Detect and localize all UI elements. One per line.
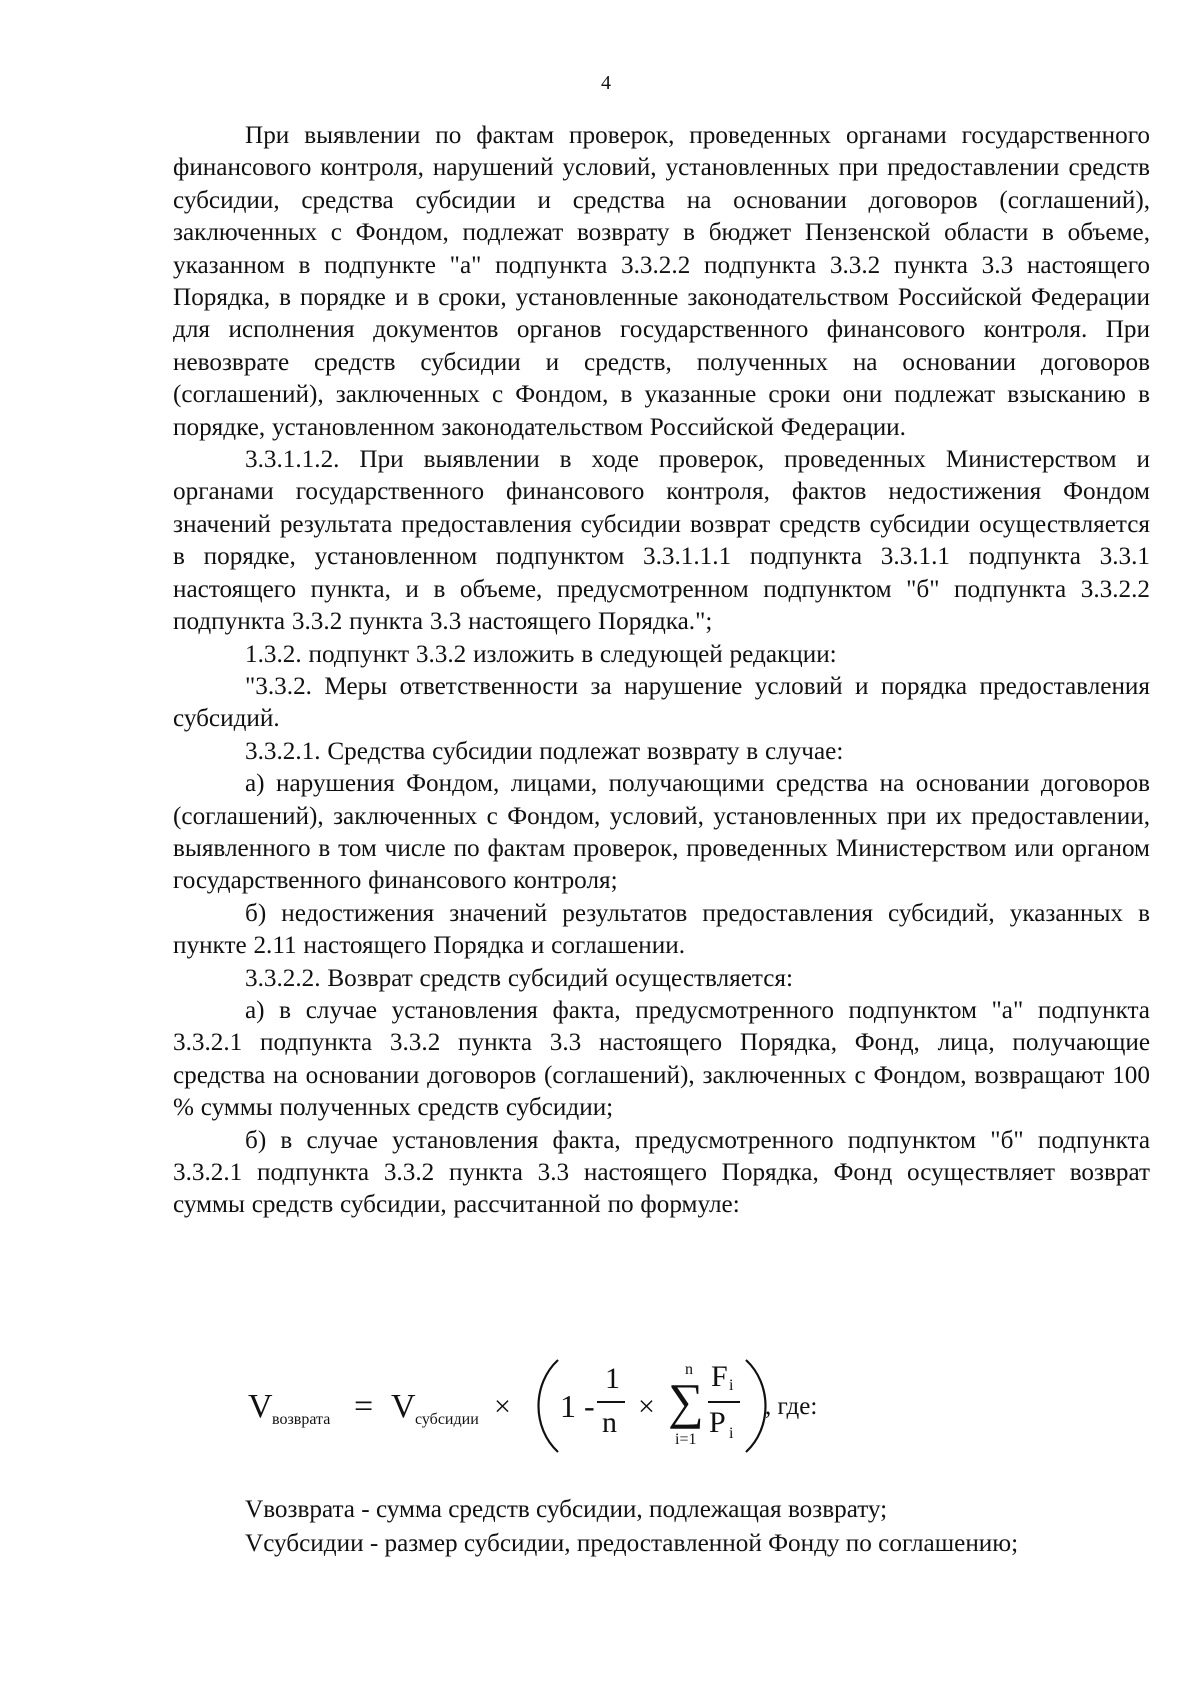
paragraph-2: 3.3.1.1.2. При выявлении в ходе проверок, проведенных Министерством и органами государственного финансового контроля, фактов недостижения Фондом значений результата предоставления субсидии возврат средств субсидии осуществляется в порядке, установленном подпунктом 3.3.1.1.1 подпункта 3.3.1.1 подпункта 3.3.1 настоящего пункта, и в объеме, предусмотренном подпунктом "б" подпункта 3.3.2.2 подпункта 3.3.2 пункта 3.3 настоящего Порядка."; <box>173 446 1150 636</box>
formula-times-2: × <box>638 1390 655 1423</box>
formula-equals: = <box>354 1388 374 1425</box>
formula-definitions <box>245 1493 1018 1560</box>
body-text <box>173 120 1150 1222</box>
formula-fraction-numerator: 1 <box>605 1362 620 1395</box>
paragraph-8: 3.3.2.2. Возврат средств субсидий осуществляется: <box>245 964 794 992</box>
formula-f-index: i <box>729 1377 734 1394</box>
paragraph-7: б) недостижения значений результатов предоставления субсидий, указанных в пункте 2.11 настоящего Порядка и соглашении. <box>173 899 1150 960</box>
definition-v-return: Vвозврата - сумма средств субсидии, подлежащая возврату; <box>245 1496 888 1523</box>
formula-sum-upper-limit: n <box>685 1361 693 1378</box>
formula-v-return-subscript: возврата <box>272 1411 331 1428</box>
page-number: 4 <box>601 72 611 94</box>
definition-v-subsidy: Vсубсидии - размер субсидии, предоставленной Фонду по соглашению; <box>245 1529 1019 1557</box>
formula-one-minus: 1 - <box>560 1388 595 1424</box>
formula-p: P <box>709 1406 726 1439</box>
formula-p-index: i <box>729 1425 734 1442</box>
formula-v-subsidy-subscript: субсидии <box>415 1411 479 1428</box>
formula-fraction-denominator: n <box>602 1406 617 1439</box>
fraction-bar-1 <box>597 1401 625 1403</box>
paragraph-4: "3.3.2. Меры ответственности за нарушение условий и порядка предоставления субсидий. <box>173 672 1150 733</box>
paragraph-9: а) в случае установления факта, предусмотренного подпунктом "а" подпункта 3.3.2.1 подпункта 3.3.2 пункта 3.3 настоящего Порядка, Фонд, лица, получающие средства на основании договоров (соглашений), заключенных с Фондом, возвращают 100 % суммы полученных средств субсидии; <box>173 996 1150 1122</box>
sum-icon: ∑ <box>668 1373 704 1429</box>
formula-v-subsidy: V <box>391 1388 416 1425</box>
formula-tail: , где: <box>765 1393 818 1420</box>
formula-f: F <box>711 1360 728 1393</box>
paragraph-6: а) нарушения Фондом, лицами, получающими средства на основании договоров (соглашений), заключенных с Фондом, условий, установленных при их предоставлении, выявленного в том числе по фактам проверок, проведенных Министерством или органом государственного финансового контроля; <box>173 770 1150 895</box>
paragraph-10: б) в случае установления факта, предусмотренного подпунктом "б" подпункта 3.3.2.1 подпункта 3.3.2 пункта 3.3 настоящего Порядка, Фонд осуществляет возврат суммы средств субсидии, рассчитанной по формуле: <box>173 1126 1150 1219</box>
paragraph-1: При выявлении по фактам проверок, проведенных органами государственного финансового контроля, нарушений условий, установленных при предоставлении средств субсидии, средства субсидии и средства на основании договоров (соглашений), заключенных с Фондом, подлежат возврату в бюджет Пензенской области в объеме, указанном в подпункте "а" подпункта 3.3.2.2 подпункта 3.3.2 пункта 3.3 настоящего Порядка, в порядке и в сроки, установленные законодательством Российской Федерации для исполнения документов органов государственного финансового контроля. При невозврате средств субсидии и средств, полученных на основании договоров (соглашений), заключенных с Фондом, в указанные сроки они подлежат взысканию в порядке, установленном законодательством Российской Федерации. <box>173 122 1150 441</box>
formula-sum-lower-limit: i=1 <box>675 1431 697 1448</box>
paragraph-3: 1.3.2. подпункт 3.3.2 изложить в следующей редакции: <box>245 640 837 668</box>
refund-formula <box>248 1356 948 1456</box>
formula-times-1: × <box>494 1390 511 1423</box>
paragraph-5: 3.3.2.1. Средства субсидии подлежат возврату в случае: <box>245 737 844 765</box>
formula-v-return: V <box>248 1388 273 1425</box>
